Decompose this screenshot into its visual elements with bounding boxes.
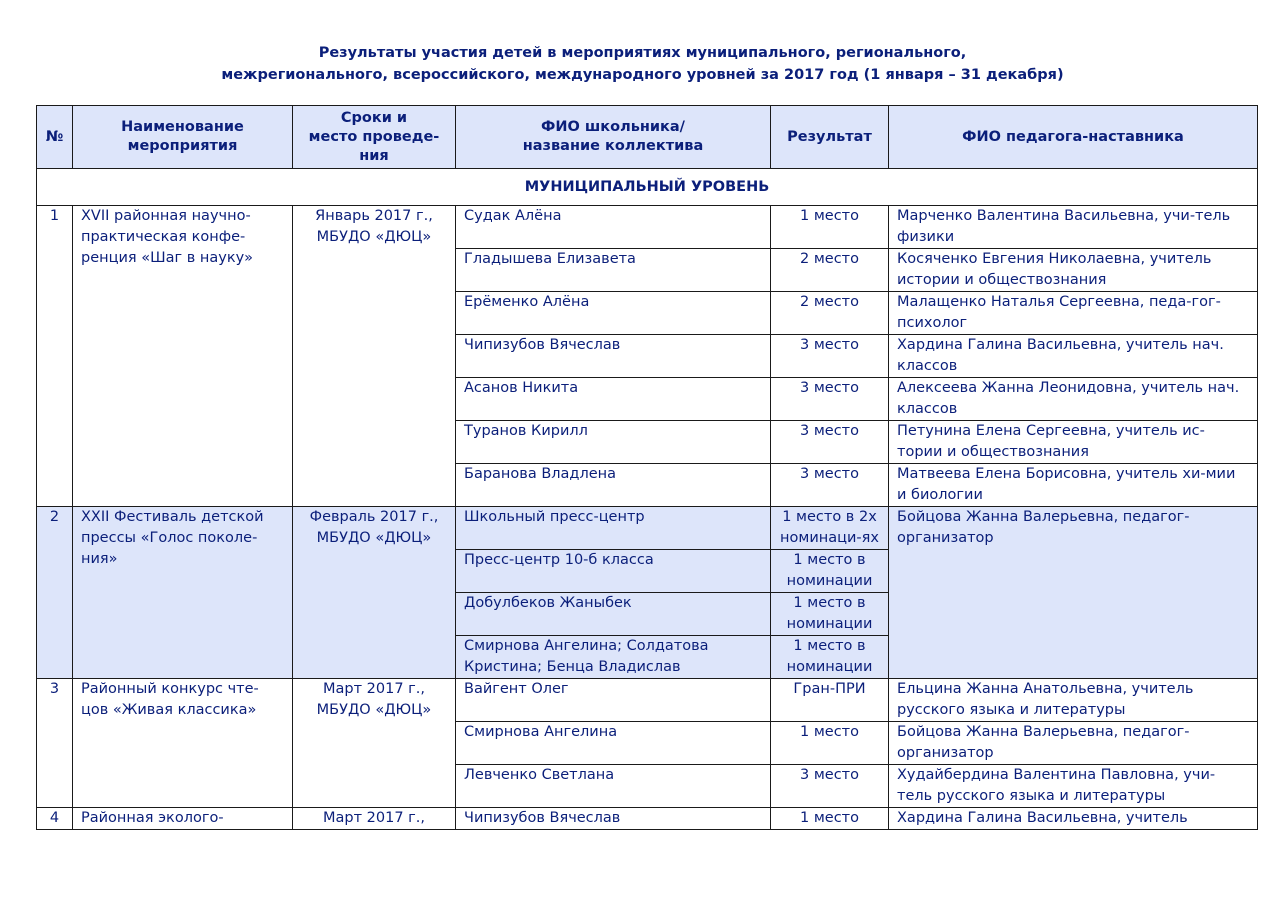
student-name: Судак Алёна	[456, 206, 771, 249]
mentor: Ельцина Жанна Анатольевна, учитель русского языка и литературы	[889, 679, 1258, 722]
title-line-1: Результаты участия детей в мероприятиях муниципального, регионального,	[318, 45, 967, 61]
mentor: Хардина Галина Васильевна, учитель	[889, 808, 1258, 830]
result: 3 место	[771, 464, 889, 507]
level-label: МУНИЦИПАЛЬНЫЙ УРОВЕНЬ	[37, 169, 1258, 206]
event-name: XVII районная научно-практическая конфе-ренция «Шаг в науку»	[73, 206, 293, 507]
student-name: Смирнова Ангелина; Солдатова Кристина; Бенца Владислав	[456, 636, 771, 679]
mentor: Малащенко Наталья Сергеевна, педа-гог-психолог	[889, 292, 1258, 335]
result: 1 место в номинации	[771, 636, 889, 679]
result: 1 место в номинации	[771, 593, 889, 636]
mentor: Хардина Галина Васильевна, учитель нач. классов	[889, 335, 1258, 378]
event-date: Март 2017 г., МБУДО «ДЮЦ»	[293, 679, 456, 808]
level-row-municipal	[37, 169, 1258, 206]
table-row	[37, 679, 1258, 722]
event-number: 3	[37, 679, 73, 808]
event-date: Февраль 2017 г., МБУДО «ДЮЦ»	[293, 507, 456, 679]
student-name: Туранов Кирилл	[456, 421, 771, 464]
table-row	[37, 206, 1258, 249]
result: 3 место	[771, 765, 889, 808]
result: 1 место	[771, 722, 889, 765]
table-header-row	[37, 106, 1258, 169]
student-name: Левченко Светлана	[456, 765, 771, 808]
student-name: Смирнова Ангелина	[456, 722, 771, 765]
result: 2 место	[771, 292, 889, 335]
event-name: Районный конкурс чте-цов «Живая классика»	[73, 679, 293, 808]
title-line-2: межрегионального, всероссийского, международного уровней за 2017 год (1 января – 31 декабря)	[221, 67, 1064, 83]
header-mentor: ФИО педагога-наставника	[889, 106, 1258, 169]
result: 2 место	[771, 249, 889, 292]
results-table	[36, 105, 1258, 830]
mentor: Алексеева Жанна Леонидовна, учитель нач. классов	[889, 378, 1258, 421]
student-name: Вайгент Олег	[456, 679, 771, 722]
mentor: Матвеева Елена Борисовна, учитель хи-мии и биологии	[889, 464, 1258, 507]
mentor: Бойцова Жанна Валерьевна, педагог-организатор	[889, 722, 1258, 765]
header-date: Сроки и место проведе- ния	[293, 106, 456, 169]
event-date: Март 2017 г.,	[293, 808, 456, 830]
result: 1 место в 2х номинаци-ях	[771, 507, 889, 550]
result: 3 место	[771, 421, 889, 464]
result: 1 место	[771, 206, 889, 249]
document-title	[0, 42, 1285, 86]
student-name: Асанов Никита	[456, 378, 771, 421]
event-number: 1	[37, 206, 73, 507]
result: 3 место	[771, 335, 889, 378]
result: Гран-ПРИ	[771, 679, 889, 722]
mentor: Косяченко Евгения Николаевна, учитель истории и обществознания	[889, 249, 1258, 292]
student-name: Пресс-центр 10-б класса	[456, 550, 771, 593]
event-name: XXII Фестиваль детской прессы «Голос поколе-ния»	[73, 507, 293, 679]
student-name: Чипизубов Вячеслав	[456, 335, 771, 378]
table-row	[37, 808, 1258, 830]
student-name: Ерёменко Алёна	[456, 292, 771, 335]
event-number: 4	[37, 808, 73, 830]
student-name: Школьный пресс-центр	[456, 507, 771, 550]
mentor: Петунина Елена Сергеевна, учитель ис-тории и обществознания	[889, 421, 1258, 464]
event-number: 2	[37, 507, 73, 679]
header-student: ФИО школьника/ название коллектива	[456, 106, 771, 169]
header-result: Результат	[771, 106, 889, 169]
mentor: Марченко Валентина Васильевна, учи-тель физики	[889, 206, 1258, 249]
page-bottom-margin	[0, 857, 1285, 908]
mentor: Бойцова Жанна Валерьевна, педагог-организатор	[889, 507, 1258, 679]
event-date: Январь 2017 г., МБУДО «ДЮЦ»	[293, 206, 456, 507]
result: 3 место	[771, 378, 889, 421]
mentor: Худайбердина Валентина Павловна, учи-тель русского языка и литературы	[889, 765, 1258, 808]
student-name: Баранова Владлена	[456, 464, 771, 507]
student-name: Гладышева Елизавета	[456, 249, 771, 292]
header-num: №	[37, 106, 73, 169]
result: 1 место	[771, 808, 889, 830]
event-name: Районная эколого-	[73, 808, 293, 830]
header-event: Наименование мероприятия	[73, 106, 293, 169]
table-row	[37, 507, 1258, 550]
student-name: Добулбеков Жаныбек	[456, 593, 771, 636]
student-name: Чипизубов Вячеслав	[456, 808, 771, 830]
result: 1 место в номинации	[771, 550, 889, 593]
